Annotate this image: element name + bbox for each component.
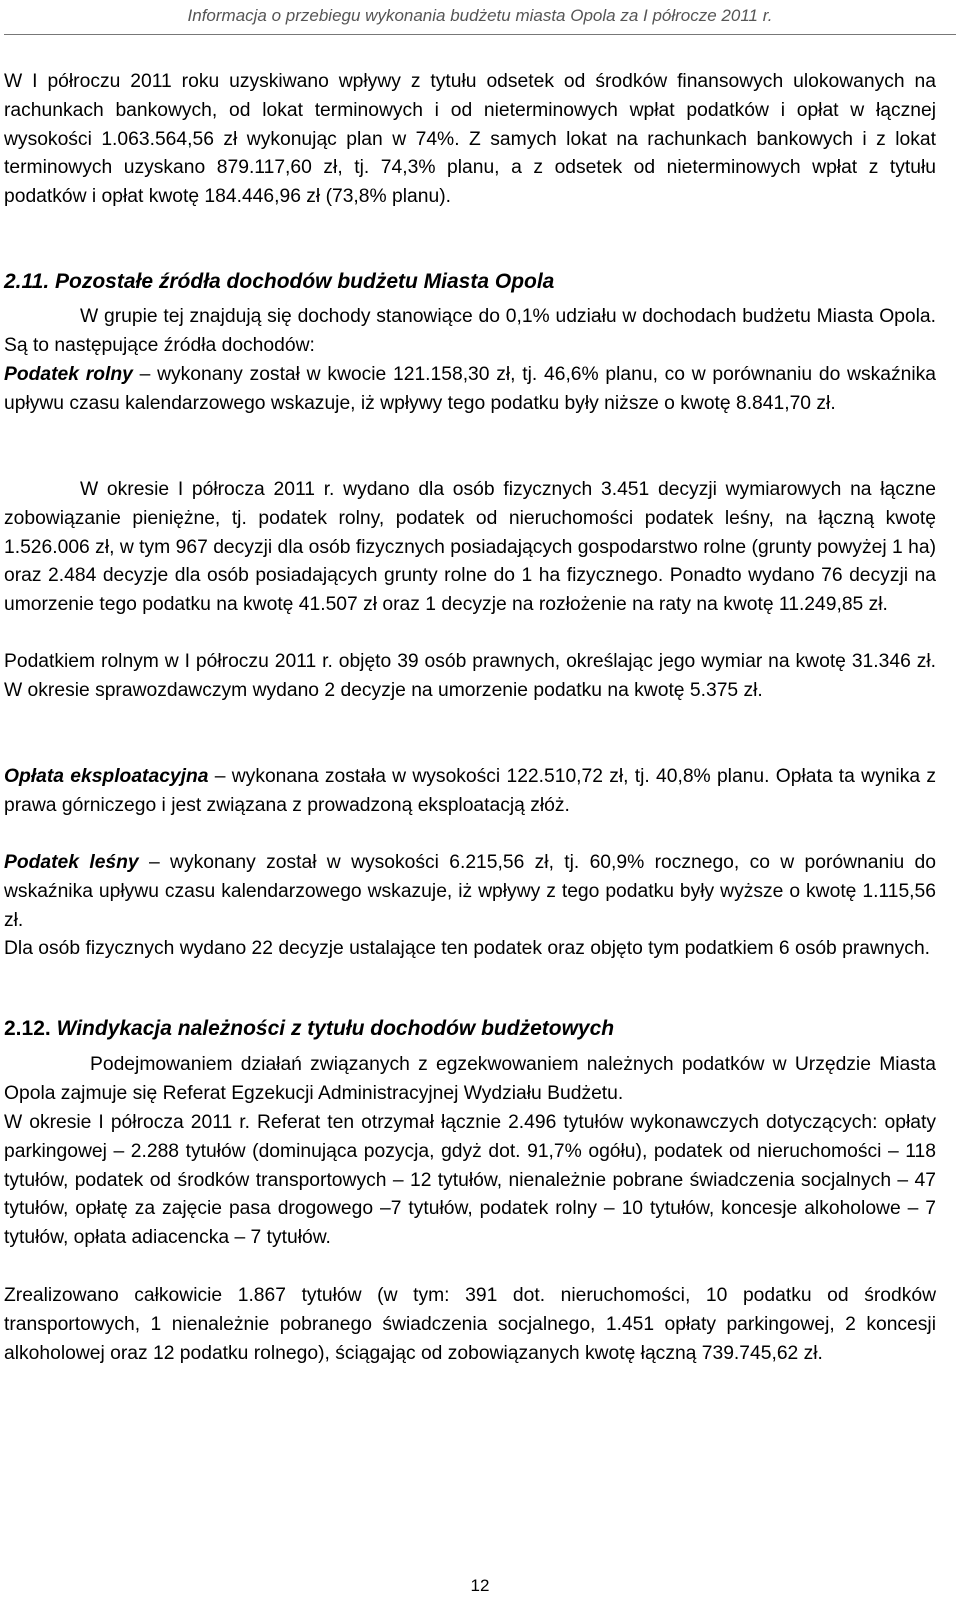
section-2-12-p1: Podejmowaniem działań związanych z egzekwowaniem należnych podatków w Urzędzie Miasta Opola zajmuje się Referat Egzekucji Administracyjnej Wydziału Budżetu. bbox=[4, 1054, 936, 1104]
page-header bbox=[0, 0, 960, 36]
oplata-eksploatacyjna-text: – wykonana została w wysokości 122.510,72 zł, tj. 40,8% planu. Opłata ta wynika z prawa górniczego i jest związana z prowadzoną eksploatacją złóż. bbox=[4, 766, 936, 816]
podatek-rolny-text: – wykonany został w kwocie 121.158,30 zł, tj. 46,6% planu, co w porównaniu do wskaźnika upływu czasu kalendarzowego wskazuje, iż wpływy tego podatku były niższe o kwotę 8.841,70 zł. bbox=[4, 364, 936, 414]
oplata-eksploatacyjna-label: Opłata eksploatacyjna bbox=[4, 766, 209, 787]
section-2-12-p3: Zrealizowano całkowicie 1.867 tytułów (w tym: 391 dot. nieruchomości, 10 podatku od środków transportowych, 1 nienależnie pobranego świadczenia socjalnego, 1.451 opłaty parkingowej, 2 koncesji alkoholowej oraz 12 podatku rolnego), ściągając od zobowiązanych kwotę łączną 739.745,62 zł. bbox=[4, 1285, 936, 1364]
podatek-lesny-label: Podatek leśny bbox=[4, 852, 139, 873]
section-2-11-number: 2.11. bbox=[4, 270, 50, 293]
interest-paragraph: W I półroczu 2011 roku uzyskiwano wpływy z tytułu odsetek od środków finansowych ulokowanych na rachunkach bankowych, od lokat terminowych i od nieterminowych wpłat podatków i opłat w łącznej wysokości 1.063.564,56 zł wykonując plan w 74%. Z samych lokat na rachunkach bankowych i z lokat terminowych uzyskano 879.117,60 zł, tj. 74,3% planu, a z odsetek od nieterminowych wpłat z tytułu podatków i opłat kwotę 184.446,96 zł (73,8% planu). bbox=[4, 71, 936, 208]
section-2-12-p2: W okresie I półrocza 2011 r. Referat ten otrzymał łącznie 2.496 tytułów wykonawczych dotyczących: opłaty parkingowej – 2.288 tytułów (dominująca pozycja, gdyż dot. 91,7% ogółu), podatek od nieruchomości – 118 tytułów, podatek od środków transportowych – 12 tytułów, nienależnie pobrane świadczenia socjalnych – 47 tytułów, opłatę za zajęcie pasa drogowego –7 tytułów, podatek rolny – 10 tytułów, koncesje alkoholowe – 7 tytułów, opłata adiacencka – 7 tytułów. bbox=[4, 1112, 936, 1249]
header-title: Informacja o przebiegu wykonania budżetu miasta Opola za I półrocze 2011 r. bbox=[187, 6, 773, 25]
podatek-lesny-text: – wykonany został w wysokości 6.215,56 zł, tj. 60,9% rocznego, co w porównaniu do wskaźnika upływu czasu kalendarzowego wskazuje, iż wpływy z tego podatku były wyższe o kwotę 1.115,56 zł. bbox=[4, 852, 937, 931]
section-2-12-title: Windykacja należności z tytułu dochodów budżetowych bbox=[56, 1017, 615, 1040]
podatek-rolny-decisions: W okresie I półrocza 2011 r. wydano dla osób fizycznych 3.451 decyzji wymiarowych na łączne zobowiązanie pieniężne, tj. podatek rolny, podatek od nieruchomości podatek leśny, na łączną kwotę 1.526.006 zł, w tym 967 decyzji dla osób fizycznych posiadających gospodarstwo rolne (grunty powyżej 1 ha) oraz 2.484 decyzje dla osób posiadających grunty rolne do 1 ha fizycznego. Ponadto wydano 76 decyzji na umorzenie tego podatku na kwotę 41.507 zł oraz 1 decyzje na rozłożenie na raty na kwotę 11.249,85 zł. bbox=[4, 479, 936, 616]
oplata-eksploatacyjna-paragraph bbox=[4, 763, 936, 821]
section-2-12-heading bbox=[4, 1015, 936, 1043]
podatek-lesny-decisions: Dla osób fizycznych wydano 22 decyzje ustalające ten podatek oraz objęto tym podatkiem 6 osób prawnych. bbox=[4, 938, 931, 959]
header-divider bbox=[4, 34, 956, 35]
podatek-lesny-paragraph bbox=[4, 849, 936, 935]
podatek-rolny-paragraph bbox=[4, 361, 936, 419]
podatek-rolny-legal-persons: Podatkiem rolnym w I półroczu 2011 r. objęto 39 osób prawnych, określając jego wymiar na kwotę 31.346 zł. W okresie sprawozdawczym wydano 2 decyzje na umorzenie podatku na kwotę 5.375 zł. bbox=[4, 651, 936, 701]
section-2-11-title: Pozostałe źródła dochodów budżetu Miasta Opola bbox=[55, 270, 555, 293]
section-2-11-heading bbox=[4, 268, 936, 296]
section-2-11-intro: W grupie tej znajdują się dochody stanowiące do 0,1% udziału w dochodach budżetu Miasta Opola. Są to następujące źródła dochodów: bbox=[4, 306, 936, 356]
page-number: 12 bbox=[470, 1576, 490, 1595]
section-2-12-number: 2.12. bbox=[4, 1017, 51, 1040]
podatek-rolny-label: Podatek rolny bbox=[4, 364, 133, 385]
